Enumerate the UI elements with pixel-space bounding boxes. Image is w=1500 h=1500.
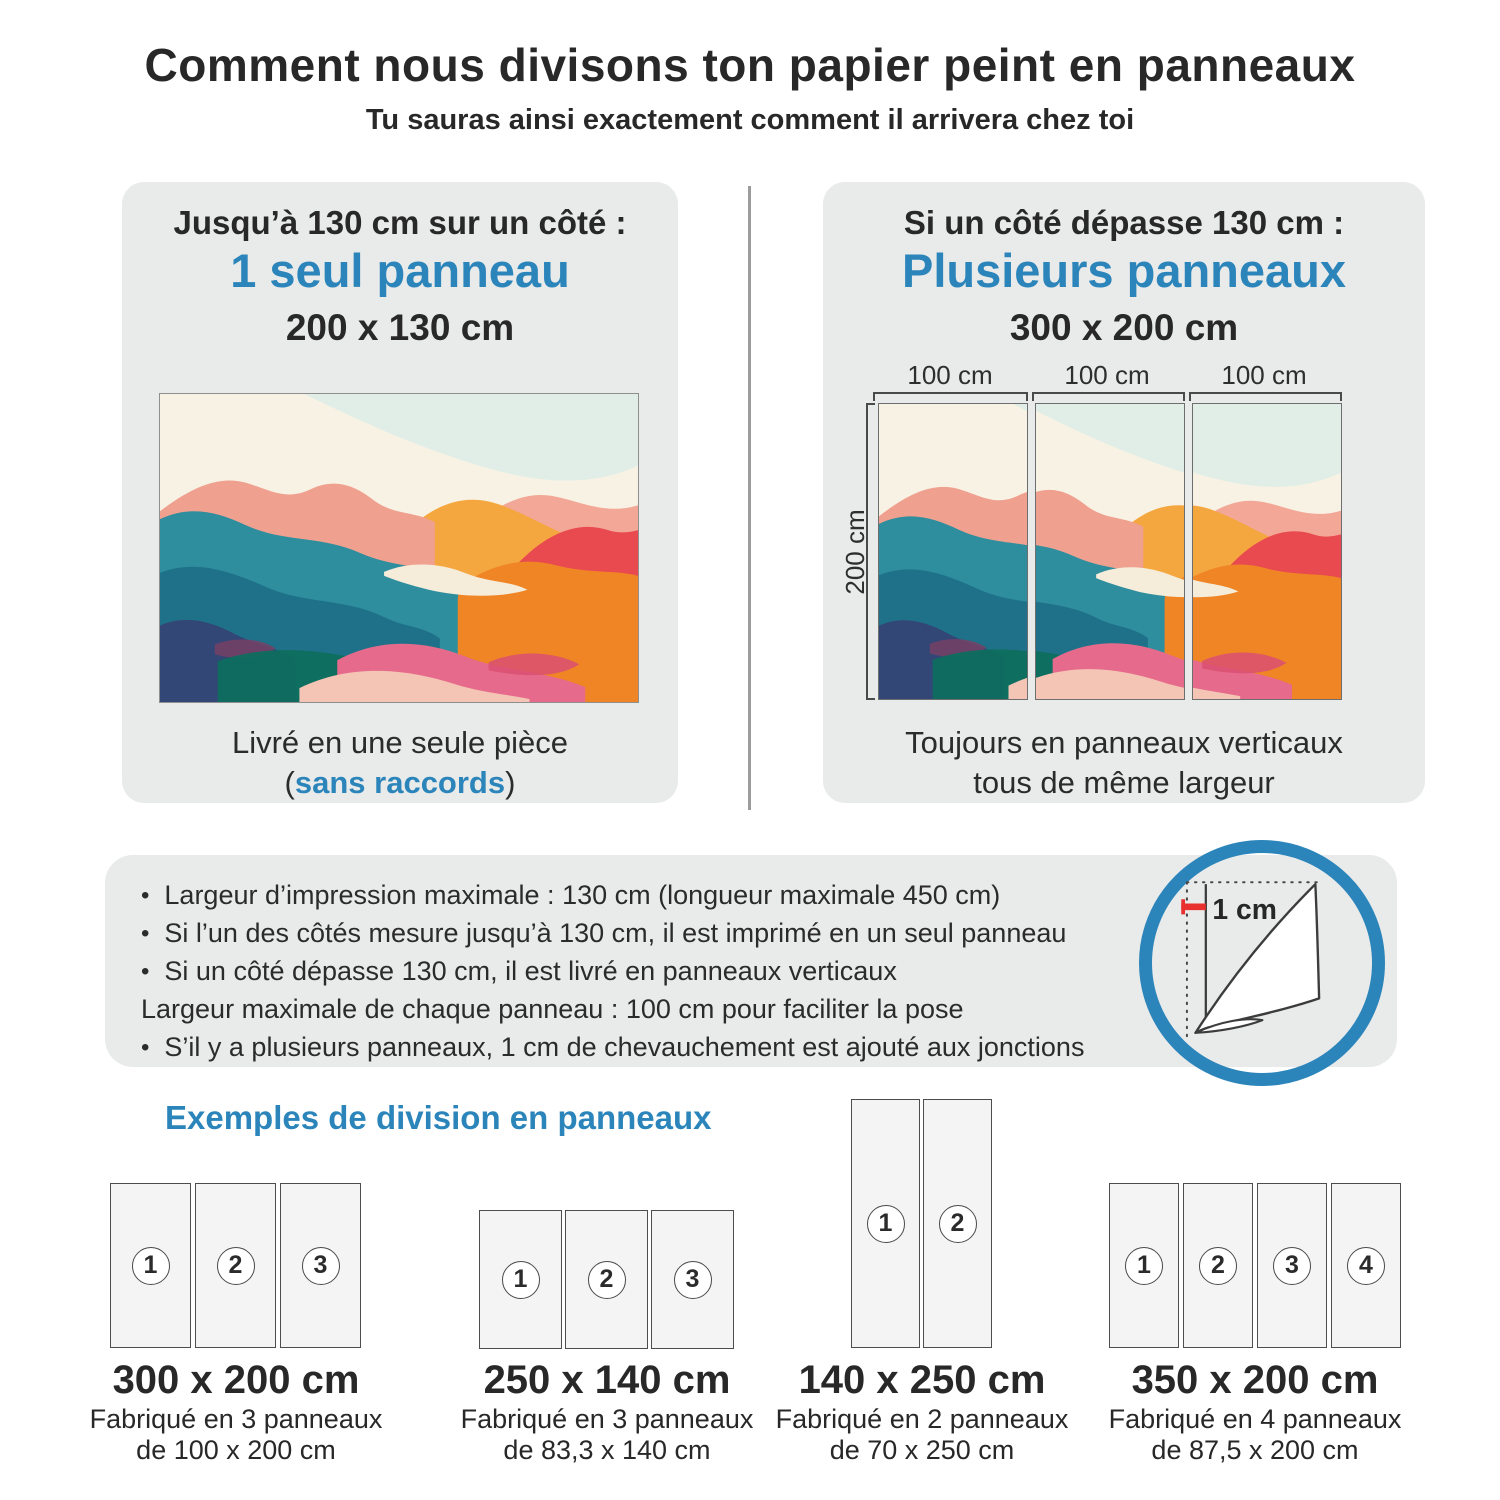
panel-number-badge: 2 bbox=[939, 1205, 977, 1243]
overlap-diagram bbox=[1152, 853, 1372, 1073]
wallpaper-preview-single bbox=[159, 393, 639, 703]
example-panel bbox=[1109, 1183, 1179, 1348]
example-panel bbox=[110, 1183, 191, 1348]
page-subtitle: Tu sauras ainsi exactement comment il arrivera chez toi bbox=[365, 104, 1135, 136]
wallpaper-panel-1 bbox=[878, 403, 1028, 700]
height-measure-label: 200 cm bbox=[840, 509, 870, 595]
example-size: 140 x 250 cm bbox=[798, 1358, 1046, 1402]
panel-number-badge: 4 bbox=[1347, 1247, 1385, 1285]
overlap-illustration bbox=[1139, 840, 1385, 1086]
rule-text: Largeur d’impression maximale : 130 cm (longueur maximale 450 cm) bbox=[164, 880, 1001, 910]
width-measure-label-1: 100 cm bbox=[907, 360, 993, 390]
examples-heading: Exemples de division en panneaux bbox=[165, 1099, 712, 1136]
bullet-icon: • bbox=[141, 958, 150, 985]
example-panel bbox=[1183, 1183, 1253, 1348]
bullet-icon: • bbox=[141, 882, 150, 909]
single-panel-condition: Jusqu’à 130 cm sur un côté : bbox=[173, 204, 627, 241]
rule-text: Si un côté dépasse 130 cm, il est livré en panneaux verticaux bbox=[164, 956, 897, 986]
example-size: 350 x 200 cm bbox=[1131, 1358, 1379, 1402]
multi-panel-result: Plusieurs panneaux bbox=[901, 244, 1347, 297]
bullet-icon: • bbox=[141, 1034, 150, 1061]
example-panel bbox=[195, 1183, 276, 1348]
example-panel bbox=[565, 1210, 648, 1349]
example-4-caption bbox=[1095, 1356, 1415, 1466]
panel-number-badge: 1 bbox=[1125, 1247, 1163, 1285]
single-panel-card bbox=[122, 182, 678, 803]
example-panel bbox=[851, 1099, 920, 1348]
caption-highlight: sans raccords bbox=[294, 765, 506, 800]
page-title: Comment nous divisons ton papier peint en panneaux bbox=[144, 39, 1356, 91]
cards-divider bbox=[748, 186, 751, 810]
panel-number-badge: 3 bbox=[1273, 1247, 1311, 1285]
wallpaper-preview-panels bbox=[878, 403, 1342, 700]
example-detail: Fabriqué en 3 panneaux bbox=[460, 1404, 754, 1434]
panel-number-badge: 2 bbox=[588, 1261, 626, 1299]
panel-number-badge: 3 bbox=[302, 1247, 340, 1285]
single-panel-dimensions: 200 x 130 cm bbox=[285, 307, 515, 348]
multi-panel-condition: Si un côté dépasse 130 cm : bbox=[903, 204, 1345, 241]
example-3-panels bbox=[851, 1099, 992, 1348]
rule-text: Largeur maximale de chaque panneau : 100 cm pour faciliter la pose bbox=[141, 994, 964, 1024]
panel-number-badge: 2 bbox=[217, 1247, 255, 1285]
example-detail: de 70 x 250 cm bbox=[829, 1435, 1015, 1465]
example-1-caption bbox=[76, 1356, 396, 1466]
example-detail: Fabriqué en 4 panneaux bbox=[1108, 1404, 1402, 1434]
example-panel bbox=[651, 1210, 734, 1349]
example-panel bbox=[1257, 1183, 1327, 1348]
example-detail: Fabriqué en 2 panneaux bbox=[775, 1404, 1069, 1434]
panel-number-badge: 3 bbox=[674, 1261, 712, 1299]
rule-text: S’il y a plusieurs panneaux, 1 cm de chevauchement est ajouté aux jonctions bbox=[164, 1032, 1085, 1062]
example-size: 250 x 140 cm bbox=[483, 1358, 731, 1402]
caption-line2: tous de même largeur bbox=[973, 765, 1275, 800]
panel-number-badge: 1 bbox=[867, 1205, 905, 1243]
example-panel bbox=[923, 1099, 992, 1348]
example-panel bbox=[479, 1210, 562, 1349]
caption-line1: Toujours en panneaux verticaux bbox=[905, 725, 1343, 760]
example-4-panels bbox=[1109, 1183, 1401, 1348]
wallpaper-panel-3 bbox=[1192, 403, 1342, 700]
width-measure-label-3: 100 cm bbox=[1221, 360, 1307, 390]
example-panel bbox=[280, 1183, 361, 1348]
example-2-caption bbox=[447, 1356, 767, 1466]
rule-text: Si l’un des côtés mesure jusqu’à 130 cm, il est imprimé en un seul panneau bbox=[164, 918, 1067, 948]
overlap-label: 1 cm bbox=[1212, 894, 1277, 927]
caption-paren-close: ) bbox=[505, 765, 516, 800]
example-1-panels bbox=[110, 1183, 361, 1348]
caption-line1: Livré en une seule pièce bbox=[231, 725, 569, 760]
example-detail: de 87,5 x 200 cm bbox=[1151, 1435, 1359, 1465]
wallpaper-panel-2 bbox=[1035, 403, 1185, 700]
panel-number-badge: 1 bbox=[502, 1261, 540, 1299]
example-detail: de 100 x 200 cm bbox=[136, 1435, 336, 1465]
bullet-icon: • bbox=[141, 920, 150, 947]
single-panel-result: 1 seul panneau bbox=[230, 244, 570, 297]
multi-panel-caption bbox=[823, 723, 1425, 803]
single-panel-caption bbox=[122, 723, 678, 803]
example-2-panels bbox=[479, 1210, 734, 1349]
multi-panel-card bbox=[823, 182, 1425, 803]
example-size: 300 x 200 cm bbox=[112, 1358, 360, 1402]
example-detail: Fabriqué en 3 panneaux bbox=[89, 1404, 383, 1434]
width-measure-label-2: 100 cm bbox=[1064, 360, 1150, 390]
panel-number-badge: 1 bbox=[132, 1247, 170, 1285]
example-3-caption bbox=[762, 1356, 1082, 1466]
caption-paren-open: ( bbox=[284, 765, 295, 800]
panel-number-badge: 2 bbox=[1199, 1247, 1237, 1285]
multi-panel-dimensions: 300 x 200 cm bbox=[1009, 307, 1239, 348]
example-detail: de 83,3 x 140 cm bbox=[503, 1435, 711, 1465]
example-panel bbox=[1331, 1183, 1401, 1348]
